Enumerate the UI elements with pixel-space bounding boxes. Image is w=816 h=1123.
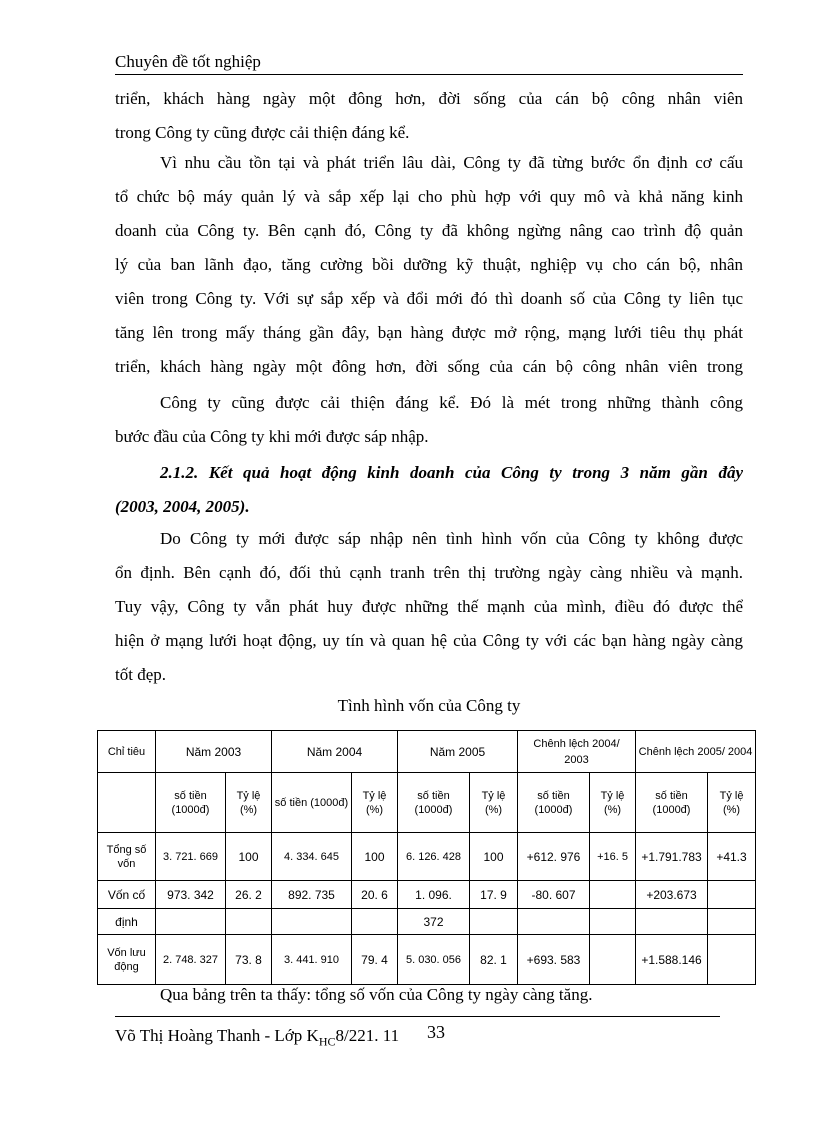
text-line: triển, khách hàng ngày một đông hơn, đời sống của cán bộ công nhân viên (115, 89, 743, 108)
table-cell (590, 881, 636, 909)
table-summary: Qua bảng trên ta thấy: tổng số vốn của Công ty ngày càng tăng. (160, 985, 593, 1004)
table-cell (470, 909, 518, 935)
table-cell (352, 909, 398, 935)
text-line: tổ chức bộ máy quản lý và sắp xếp lại cho phù hợp với quy mô và khả năng kinh (115, 187, 743, 206)
footer-class: 8/221. 11 (335, 1026, 400, 1045)
table-cell: +203.673 (636, 881, 708, 909)
header-cell: số tiền (1000đ) (272, 773, 352, 833)
table-cell: +612. 976 (518, 833, 590, 881)
paragraph-2 (115, 146, 743, 384)
header-title: Chuyên đề tốt nghiệp (115, 52, 261, 71)
section-heading (115, 456, 743, 524)
table-row (98, 909, 756, 935)
footer-author: Võ Thị Hoàng Thanh - Lớp K (115, 1026, 319, 1045)
header-cell: số tiền (1000đ) (156, 773, 226, 833)
table-cell: 79. 4 (352, 935, 398, 985)
header-cell: Năm 2005 (398, 731, 518, 773)
table-cell (272, 909, 352, 935)
footer-divider (115, 1016, 720, 1017)
header-cell: Tỷ lệ (%) (470, 773, 518, 833)
table-cell: 4. 334. 645 (272, 833, 352, 881)
header-cell: Tỷ lệ (%) (708, 773, 756, 833)
text-line: ổn định. Bên cạnh đó, đối thủ cạnh tranh trên thị trường ngày càng nhiều và mạnh. (115, 563, 743, 582)
header-cell: Tỷ lệ (%) (226, 773, 272, 833)
text-line: Tuy vậy, Công ty vẫn phát huy được những thế mạnh của mình, điều đó được thể (115, 597, 743, 616)
table-cell: Vốn lưu động (98, 935, 156, 985)
header-cell: Năm 2003 (156, 731, 272, 773)
text-line: bước đầu của Công ty khi mới được sáp nhập. (115, 427, 429, 446)
table-cell (636, 909, 708, 935)
header-cell: số tiền (1000đ) (398, 773, 470, 833)
paragraph-1 (115, 82, 743, 150)
table-cell (518, 909, 590, 935)
header-cell: Tỷ lệ (%) (352, 773, 398, 833)
table-row (98, 881, 756, 909)
text-line: viên trong Công ty. Với sự sắp xếp và đổi mới đó thì doanh số của Công ty liên tục (115, 289, 743, 308)
table-cell: +1.791.783 (636, 833, 708, 881)
header-cell (98, 773, 156, 833)
table-cell (156, 909, 226, 935)
table-cell: 3. 721. 669 (156, 833, 226, 881)
table-cell (708, 909, 756, 935)
paragraph-3 (115, 386, 743, 454)
table-cell: 3. 441. 910 (272, 935, 352, 985)
heading-line: 2.1.2. Kết quả hoạt động kinh doanh của Công ty trong 3 năm gần đây (160, 463, 743, 482)
table-cell: 100 (470, 833, 518, 881)
table-cell (708, 881, 756, 909)
table-cell (226, 909, 272, 935)
table-cell: +41.3 (708, 833, 756, 881)
table-cell: 2. 748. 327 (156, 935, 226, 985)
table-cell (590, 909, 636, 935)
capital-table (97, 730, 756, 985)
header-cell: Năm 2004 (272, 731, 398, 773)
text-line: doanh của Công ty. Bên cạnh đó, Công ty đã không ngừng nâng cao trình độ quản (115, 221, 743, 240)
page-footer (115, 1026, 399, 1049)
table-cell: 5. 030. 056 (398, 935, 470, 985)
table-cell: 82. 1 (470, 935, 518, 985)
header-cell: Tỷ lệ (%) (590, 773, 636, 833)
text-line: Công ty cũng được cải thiện đáng kể. Đó là mét trong những thành công (160, 393, 743, 412)
table-cell (590, 935, 636, 985)
table-subheader-row (98, 773, 756, 833)
table-cell: +16. 5 (590, 833, 636, 881)
table-cell: 372 (398, 909, 470, 935)
table-header-row (98, 731, 756, 773)
table-cell: 6. 126. 428 (398, 833, 470, 881)
header-cell: số tiền (1000đ) (518, 773, 590, 833)
table-cell: 973. 342 (156, 881, 226, 909)
table-cell: 17. 9 (470, 881, 518, 909)
table-caption: Tình hình vốn của Công ty (337, 696, 521, 715)
table-cell: 26. 2 (226, 881, 272, 909)
text-line: hiện ở mạng lưới hoạt động, uy tín và quan hệ của Công ty với các bạn hàng ngày càng (115, 631, 743, 650)
table-cell: +1.588.146 (636, 935, 708, 985)
table-cell: Vốn cố (98, 881, 156, 909)
table-cell (708, 935, 756, 985)
table-cell: -80. 607 (518, 881, 590, 909)
paragraph-4 (115, 522, 743, 692)
page-header (115, 52, 743, 75)
header-cell: số tiền (1000đ) (636, 773, 708, 833)
page-number: 33 (427, 1022, 445, 1042)
footer-sub: HC (318, 1034, 336, 1049)
table-cell: 892. 735 (272, 881, 352, 909)
header-cell: Chỉ tiêu (98, 731, 156, 773)
table-cell: định (98, 909, 156, 935)
text-line: trong Công ty cũng được cải thiện đáng kể. (115, 123, 410, 142)
table-cell: 73. 8 (226, 935, 272, 985)
text-line: Vì nhu cầu tồn tại và phát triển lâu dài, Công ty đã từng bước ổn định cơ cấu (160, 153, 743, 172)
text-line: lý của ban lãnh đạo, tăng cường bồi dưỡng kỹ thuật, nghiệp vụ cho cán bộ, nhân (115, 255, 743, 274)
table-cell: 100 (226, 833, 272, 881)
table-cell: 20. 6 (352, 881, 398, 909)
table-cell: 1. 096. (398, 881, 470, 909)
text-line: triển, khách hàng ngày một đông hơn, đời sống của cán bộ công nhân viên trong (115, 357, 743, 376)
text-line: Do Công ty mới được sáp nhập nên tình hình vốn của Công ty không được (160, 529, 743, 548)
table-row (98, 833, 756, 881)
header-cell: Chênh lệch 2005/ 2004 (636, 731, 756, 773)
table-cell: 100 (352, 833, 398, 881)
text-line: tốt đẹp. (115, 665, 166, 684)
header-cell: Chênh lệch 2004/ 2003 (518, 731, 636, 773)
table-row (98, 935, 756, 985)
heading-line: (2003, 2004, 2005). (115, 497, 250, 516)
table-cell: Tổng số vốn (98, 833, 156, 881)
text-line: tăng lên trong mấy tháng gần đây, bạn hàng được mở rộng, mạng lưới tiêu thụ phát (115, 323, 743, 342)
table-cell: +693. 583 (518, 935, 590, 985)
